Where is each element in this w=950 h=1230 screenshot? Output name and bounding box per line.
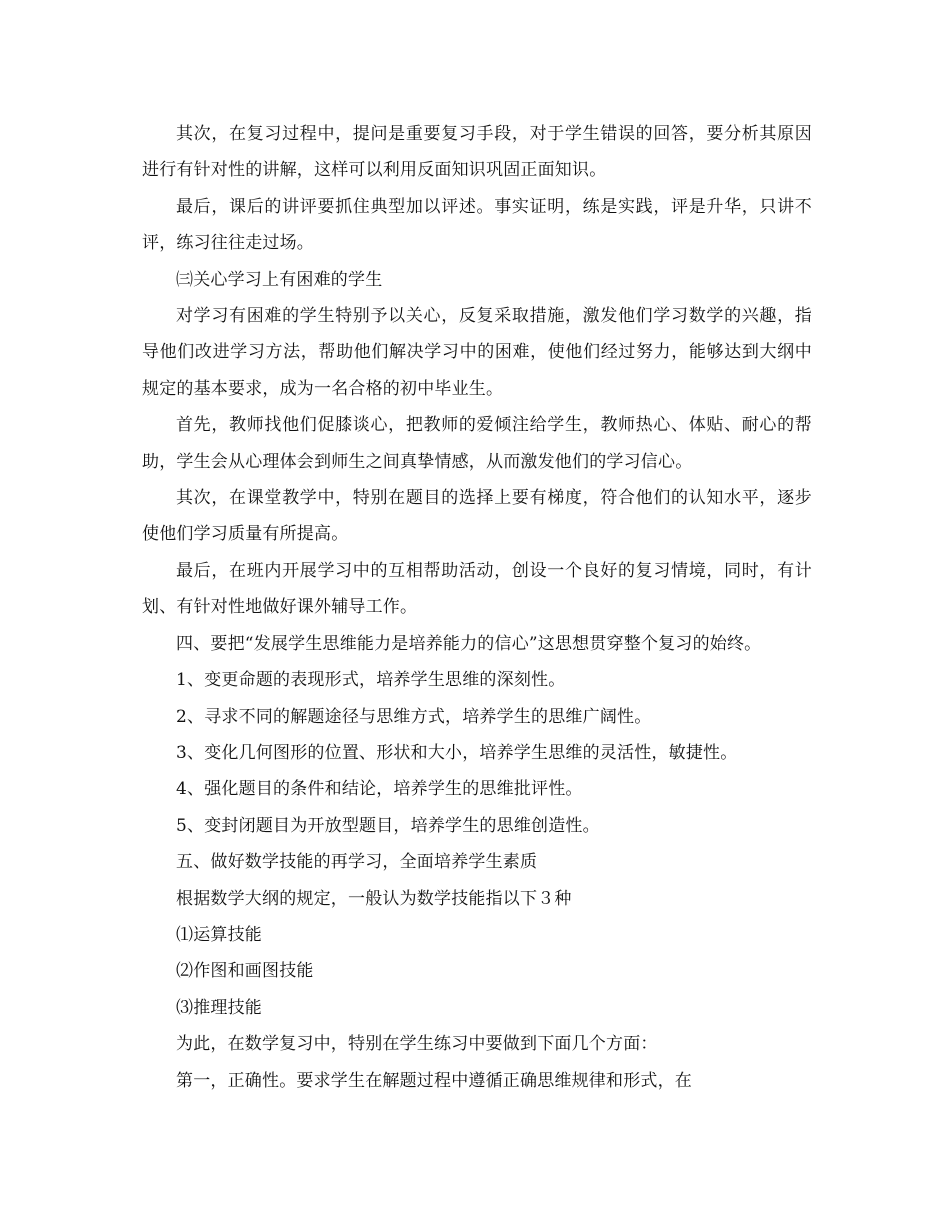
paragraph: 其次，在复习过程中，提问是重要复习手段，对于学生错误的回答，要分析其原因进行有针对性的讲解，这样可以利用反面知识巩固正面知识。 bbox=[142, 124, 812, 181]
list-item: 3、变化几何图形的位置、形状和大小，培养学生思维的灵活性，敏捷性。 bbox=[176, 742, 738, 763]
paragraph: 其次，在课堂教学中，特别在题目的选择上要有梯度，符合他们的认知水平，逐步使他们学习质量有所提高。 bbox=[142, 488, 812, 545]
list-item: 2、寻求不同的解题途径与思维方式，培养学生的思维广阔性。 bbox=[176, 706, 652, 727]
list-item: ⑴运算技能 bbox=[176, 924, 262, 945]
section-heading: ㈢关心学习上有困难的学生 bbox=[176, 269, 383, 290]
paragraph: 根据数学大纲的规定，一般认为数学技能指以下３种 bbox=[176, 888, 572, 909]
paragraph: 为此，在数学复习中，特别在学生练习中要做到下面几个方面： bbox=[176, 1034, 658, 1055]
list-item: 5、变封闭题目为开放型题目，培养学生的思维创造性。 bbox=[176, 815, 600, 836]
list-item: ⑵作图和画图技能 bbox=[176, 961, 314, 982]
document-body bbox=[142, 116, 812, 1099]
paragraph: 对学习有困难的学生特别予以关心，反复采取措施，激发他们学习数学的兴趣，指导他们改进学习方法，帮助他们解决学习中的困难，使他们经过努力，能够达到大纲中规定的基本要求，成为一名合格的初中毕业生。 bbox=[142, 306, 812, 399]
section-heading: 五、做好数学技能的再学习，全面培养学生素质 bbox=[176, 852, 538, 873]
paragraph: 第一，正确性。要求学生在解题过程中遵循正确思维规律和形式，在 bbox=[176, 1070, 692, 1091]
paragraph: 最后，课后的讲评要抓住典型加以评述。事实证明，练是实践，评是升华，只讲不评，练习往往走过场。 bbox=[142, 196, 812, 254]
paragraph: 首先，教师找他们促膝谈心，把教师的爱倾注给学生，教师热心、体贴、耐心的帮助，学生会从心理体会到师生之间真挚情感，从而激发他们的学习信心。 bbox=[142, 415, 812, 472]
paragraph: 最后，在班内开展学习中的互相帮助活动，创设一个良好的复习情境，同时，有计划、有针对性地做好课外辅导工作。 bbox=[142, 560, 812, 618]
list-item: ⑶推理技能 bbox=[176, 997, 262, 1018]
list-item: 1、变更命题的表现形式，培养学生思维的深刻性。 bbox=[176, 670, 566, 691]
list-item: 4、强化题目的条件和结论，培养学生的思维批评性。 bbox=[176, 779, 583, 800]
section-heading: 四、要把“发展学生思维能力是培养能力的信心”这思想贯穿整个复习的始终。 bbox=[176, 633, 762, 654]
